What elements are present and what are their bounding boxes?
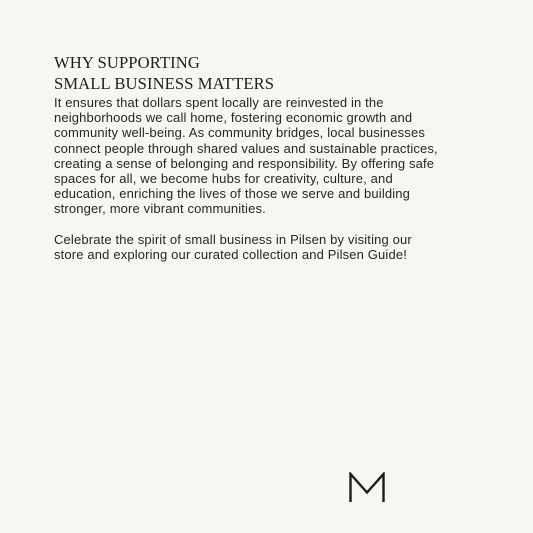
headline-line-1: WHY SUPPORTING (54, 53, 200, 72)
paragraph-1-line: connect people through shared values and sustainable practices, (54, 140, 438, 156)
paragraph-2-line: store and exploring our curated collection and Pilsen Guide! (54, 247, 407, 263)
paragraph-1-line: education, enriching the lives of those we serve and building (54, 186, 411, 202)
body-text (54, 95, 494, 262)
paragraph-1-line: It ensures that dollars spent locally are reinvested in the (54, 95, 384, 110)
paragraph-1-line: creating a sense of belonging and responsibility. By offering safe (54, 155, 435, 171)
paragraph-2-line: Celebrate the spirit of small business in Pilsen by visiting our (54, 231, 412, 247)
paragraph-2 (54, 232, 494, 262)
headline-line-2: SMALL BUSINESS MATTERS (54, 73, 275, 93)
m-logo-icon (348, 472, 386, 502)
headline (54, 53, 494, 94)
paragraph-1-line: stronger, more vibrant communities. (54, 201, 266, 217)
paragraph-1-line: community well-being. As community bridges, local businesses (54, 125, 425, 141)
m-monogram-logo (348, 472, 386, 502)
paragraph-1-line: spaces for all, we become hubs for creativity, culture, and (54, 171, 393, 187)
paragraph-1 (54, 95, 494, 217)
paragraph-1-line: neighborhoods we call home, fostering economic growth and (54, 110, 413, 126)
